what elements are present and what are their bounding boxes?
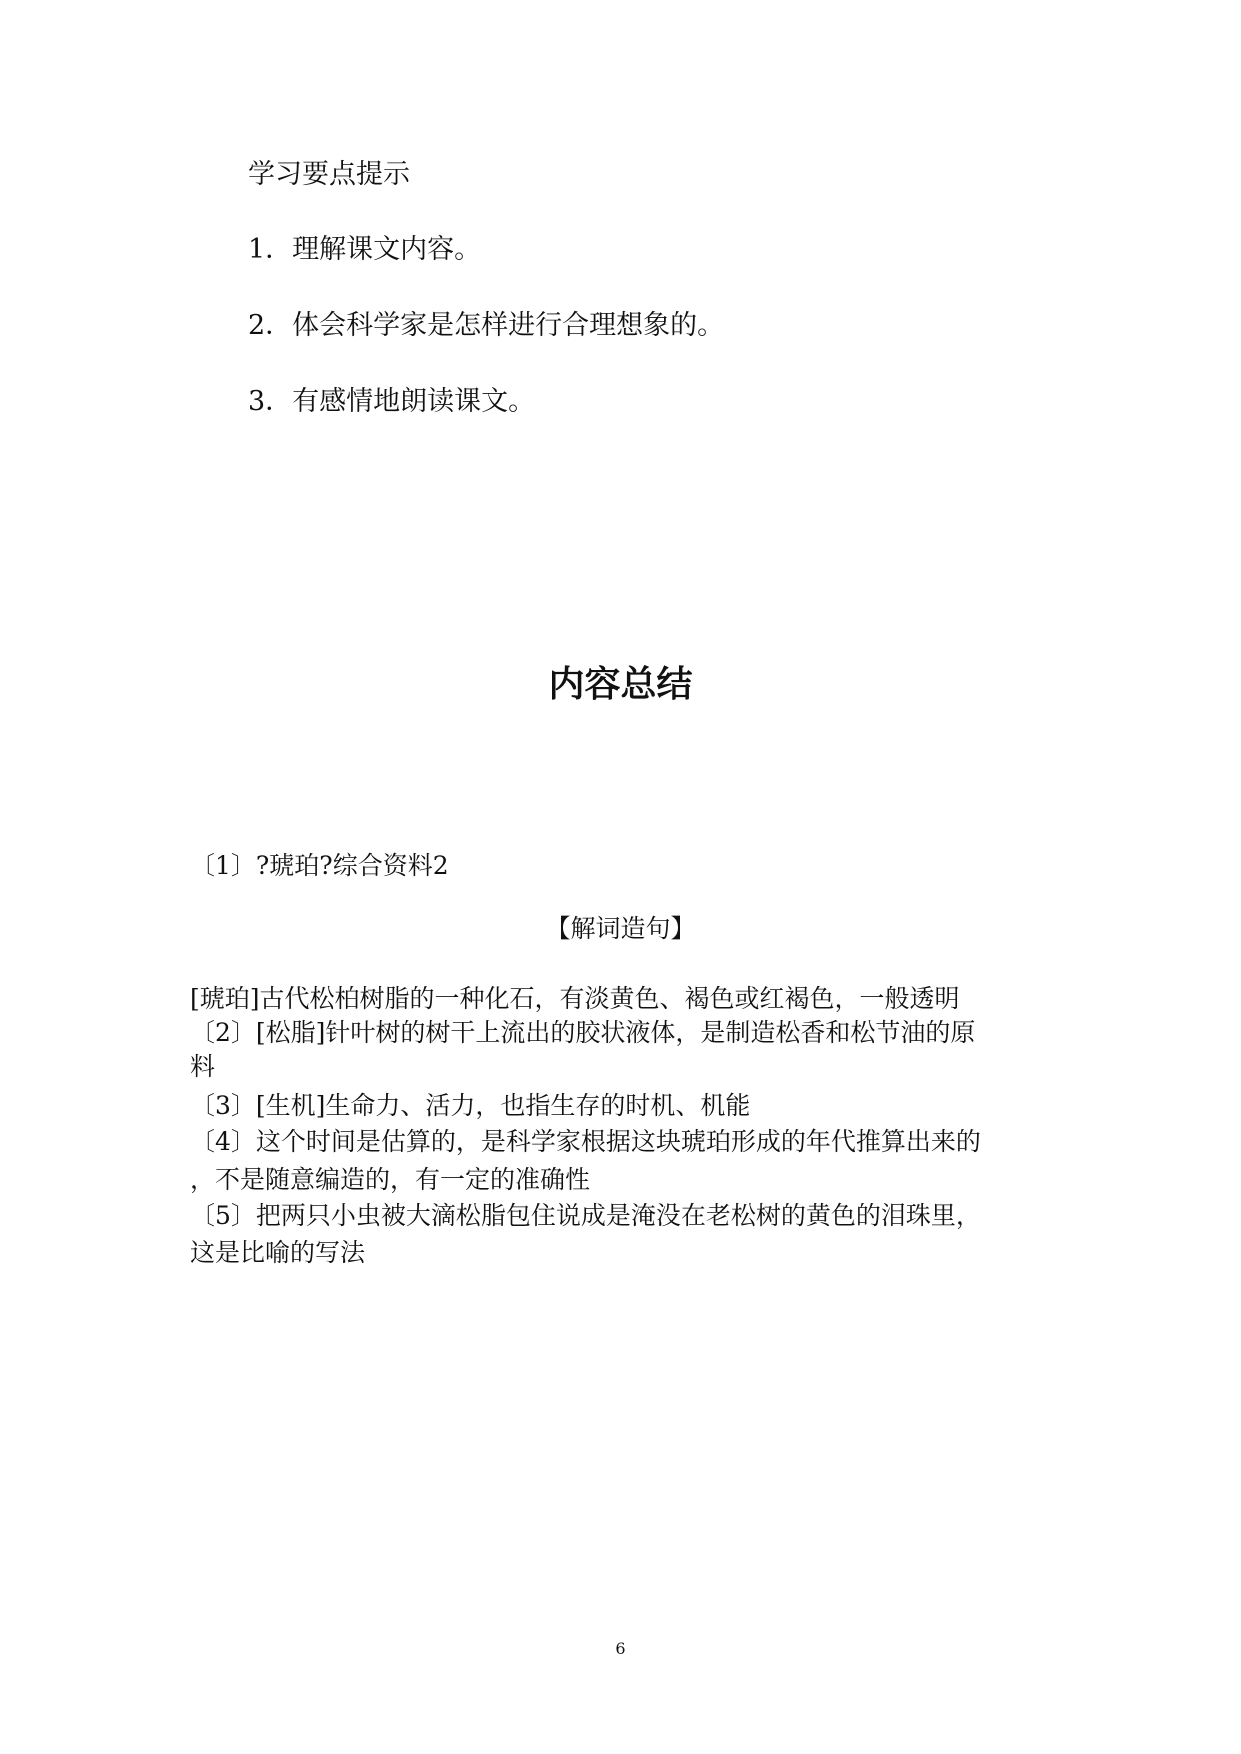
summary-line: 〔2〕[松脂]针叶树的树干上流出的胶状液体，是制造松香和松节油的原 [190,1018,976,1047]
summary-line: ，不是随意编造的，有一定的准确性 [190,1165,591,1194]
tip-item: 2．体会科学家是怎样进行合理想象的。 [248,310,725,341]
summary-line: 〔5〕把两只小虫被大滴松脂包住说成是淹没在老松树的黄色的泪珠里， [190,1201,981,1230]
page-number: 6 [615,1639,626,1658]
tip-item: 1．理解课文内容。 [248,234,482,265]
summary-line: 料 [190,1052,216,1081]
summary-line: 这是比喻的写法 [190,1238,366,1267]
summary-line: 〔3〕[生机]生命力、活力，也指生存的时机、机能 [190,1091,751,1120]
tip-item: 3．有感情地朗读课文。 [248,386,536,417]
section-label: 【解词造句】 [545,914,696,943]
tips-heading: 学习要点提示 [248,159,410,190]
summary-item-intro: 〔1〕?琥珀?综合资料2 [190,851,449,880]
summary-title: 内容总结 [548,664,693,705]
summary-line: [琥珀]古代松柏树脂的一种化石，有淡黄色、褐色或红褐色，一般透明 [190,984,960,1013]
summary-line: 〔4〕这个时间是估算的，是科学家根据这块琥珀形成的年代推算出来的 [190,1127,981,1156]
